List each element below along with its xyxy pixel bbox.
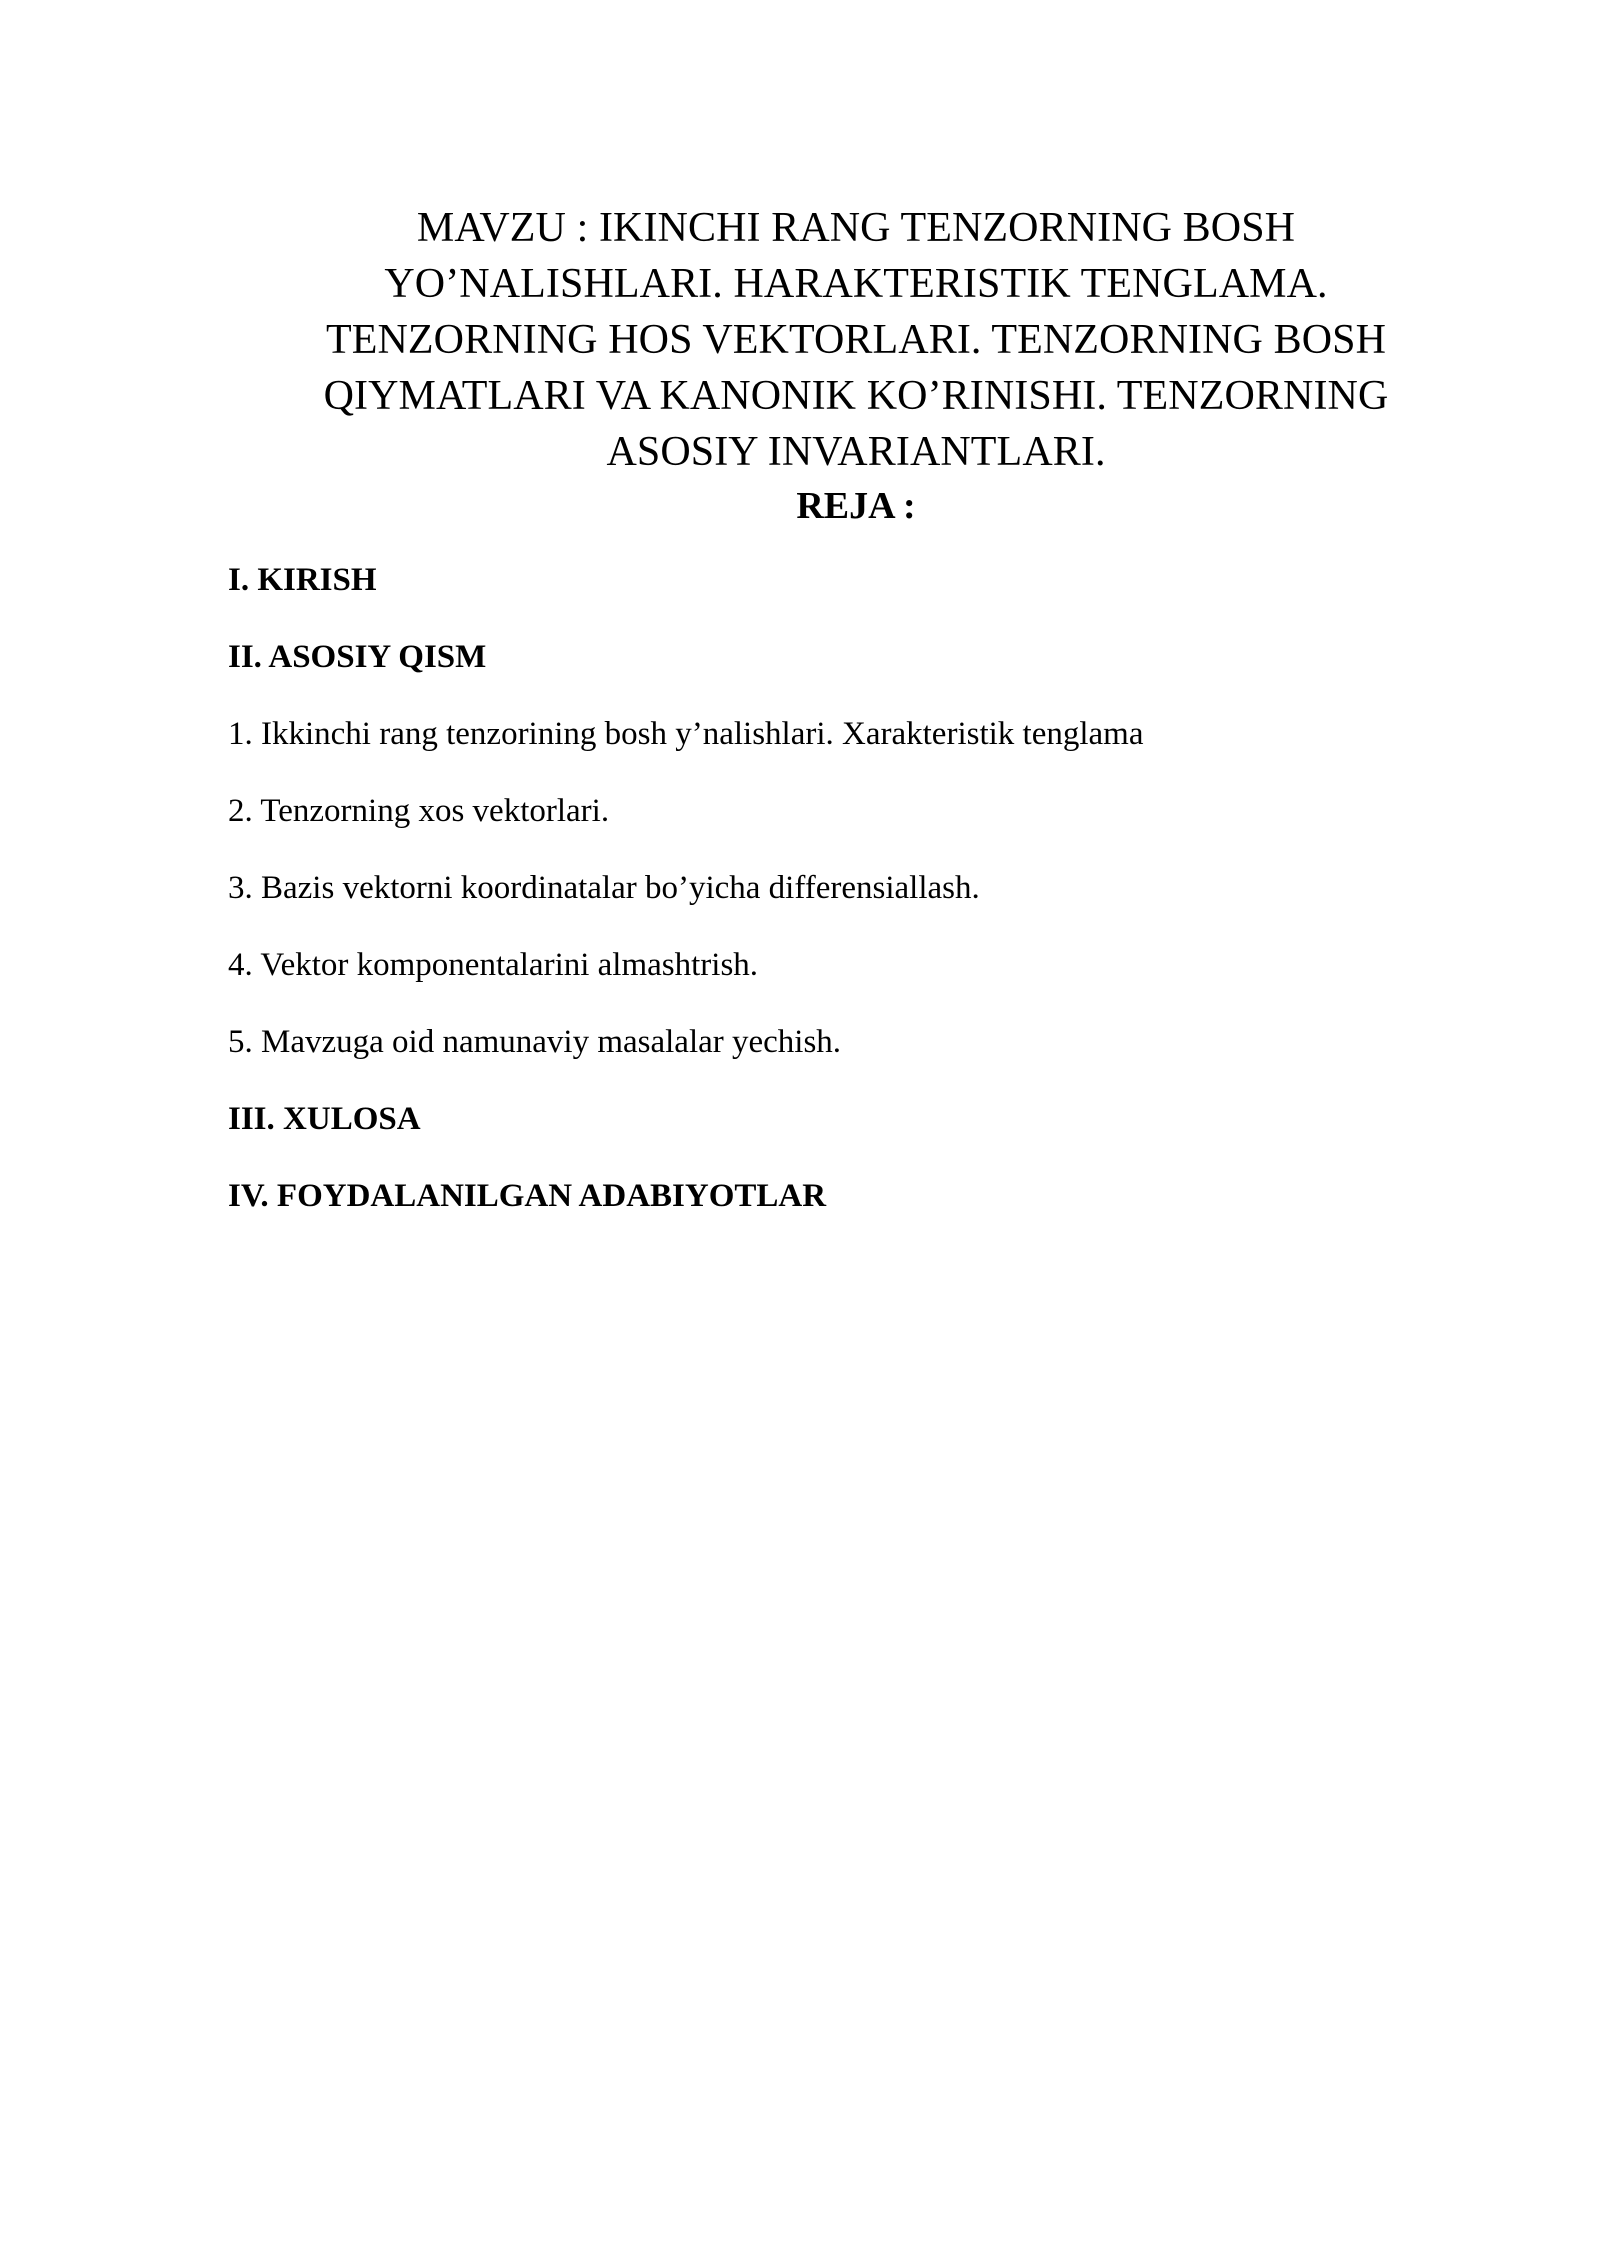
list-item: 3. Bazis vektorni koordinatalar bo’yicha differensiallash. xyxy=(228,870,980,906)
list-item: 1. Ikkinchi rang tenzorining bosh y’nalishlari. Xarakteristik tenglama xyxy=(228,716,1144,752)
list-item: 5. Mavzuga oid namunaviy masalalar yechish. xyxy=(228,1024,842,1060)
list-item: 2. Tenzorning xos vektorlari. xyxy=(228,793,610,829)
section-heading-kirish: I. KIRISH xyxy=(228,562,377,598)
title-line-5: ASOSIY INVARIANTLARI. xyxy=(606,429,1106,475)
plan-heading: REJA : xyxy=(796,485,916,527)
section-heading-xulosa: III. XULOSA xyxy=(228,1101,421,1137)
title-line-4: QIYMATLARI VA KANONIK KO’RINISHI. TENZORNING xyxy=(323,373,1389,419)
document-title xyxy=(228,200,1484,480)
section-heading-foydalanilgan-adabiyotlar: IV. FOYDALANILGAN ADABIYOTLAR xyxy=(228,1178,827,1214)
title-line-3: TENZORNING HOS VEKTORLARI. TENZORNING BOSH xyxy=(325,317,1387,363)
section-heading-asosiy-qism: II. ASOSIY QISM xyxy=(228,639,487,675)
title-line-2: YO’NALISHLARI. HARAKTERISTIK TENGLAMA. xyxy=(384,261,1328,307)
document-body xyxy=(228,560,1484,1253)
title-line-1: MAVZU : IKINCHI RANG TENZORNING BOSH xyxy=(416,205,1296,251)
list-item: 4. Vektor komponentalarini almashtrish. xyxy=(228,947,759,983)
